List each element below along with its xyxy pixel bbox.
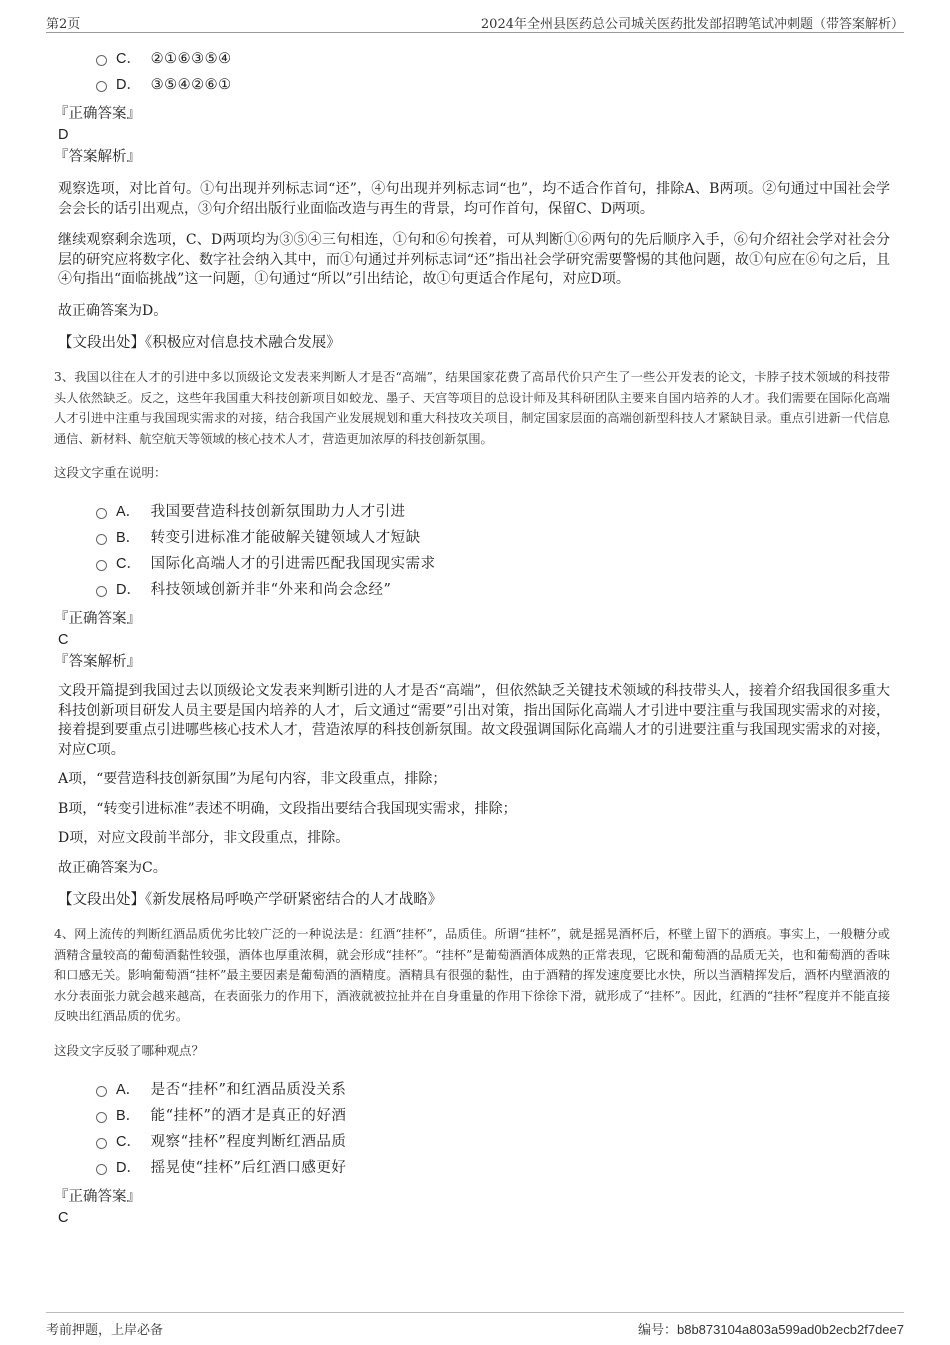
radio-icon[interactable]: [96, 1112, 107, 1123]
radio-icon[interactable]: [96, 508, 107, 519]
option-text: 能“挂杯”的酒才是真正的好酒: [150, 1107, 347, 1124]
option-text: 是否“挂杯”和红酒品质没关系: [150, 1081, 347, 1098]
analysis-paragraph: 继续观察剩余选项，C、D两项均为③⑤④三句相连，①句和⑥句挨着，可从判断①⑥两句的先后顺序入手，⑥句介绍社会学对社会分层的研究应将数字化、数字社会纳入其中，而①句通过并列标志词“还”指出社会学研究需要警惕的其他问题，故①句应在⑥句之后，且④句指出“面临挑战”这一问题，①句通过“所以”引出结论，故①句更适合作尾句，对应D项。: [58, 232, 890, 287]
question-4-stem: 4、网上流传的判断红酒品质优劣比较广泛的一种说法是：红酒“挂杯”，品质佳。所谓“挂杯”，就是摇晃酒杯后，杯壁上留下的酒痕。事实上，一般糖分或酒精含量较高的葡萄酒黏性较强，酒体也厚重浓稠，就会形成“挂杯”。“挂杯”是葡萄酒酒体成熟的正常表现，它既和葡萄酒的品质无关，也和葡萄酒的香味和口感无关。影响葡萄酒“挂杯”最主要因素是葡萄酒的酒精度。酒精具有很强的黏性，由于酒精的挥发速度要比水快，所以当酒精挥发后，酒杯内壁酒液的水分表面张力就会越来越高，在表面张力的作用下，酒液就被拉扯并在自身重量的作用下徐徐下滑，就形成了“挂杯”。因此，红酒的“挂杯”程度并不能直接反映出红酒品质的优劣。: [54, 927, 890, 1023]
document-code: [638, 1319, 904, 1338]
answer-label: 『正确答案』: [54, 106, 141, 122]
radio-icon[interactable]: [96, 81, 107, 92]
analysis-label: 『答案解析』: [54, 149, 141, 165]
radio-icon[interactable]: [96, 534, 107, 545]
option-text: 观察“挂杯”程度判断红酒品质: [150, 1133, 347, 1150]
option-text: 我国要营造科技创新氛围助力人才引进: [150, 504, 406, 520]
option-letter: A．: [116, 1081, 141, 1098]
footer-slogan: 考前押题，上岸必备: [46, 1323, 164, 1338]
answer-value: C: [58, 1209, 69, 1226]
document-title: 2024年全州县医药总公司城关医药批发部招聘笔试冲刺题（带答案解析）: [480, 17, 904, 32]
option-d[interactable]: [54, 577, 890, 603]
analysis-conclusion: 故正确答案为D。: [58, 302, 168, 319]
option-letter: C．: [116, 51, 141, 67]
q3-options: [54, 499, 890, 603]
source-citation: 【文段出处】《积极应对信息技术融合发展》: [58, 335, 341, 351]
question-4-prompt: 这段文字反驳了哪种观点？: [54, 1042, 205, 1058]
option-text: 国际化高端人才的引进需匹配我国现实需求: [150, 556, 436, 572]
option-d[interactable]: [54, 1155, 890, 1181]
analysis-paragraph: B项，“转变引进标准”表述不明确，文段指出要结合我国现实需求，排除；: [58, 800, 517, 817]
answer-label: 『正确答案』: [54, 1188, 141, 1205]
radio-icon[interactable]: [96, 1164, 107, 1175]
analysis-paragraph: 观察选项，对比首句。①句出现并列标志词“还”，④句出现并列标志词“也”，均不适合作首句，排除A、B两项。②句通过中国社会学会会长的话引出观点，③句介绍出版行业面临改造与再生的背景，均可作首句，保留C、D两项。: [58, 181, 890, 217]
option-letter: B．: [116, 1107, 141, 1124]
option-c[interactable]: [54, 46, 890, 72]
page-footer: [46, 1312, 904, 1339]
option-c[interactable]: [54, 1129, 890, 1155]
answer-label: 『正确答案』: [54, 611, 141, 627]
option-a[interactable]: [54, 1077, 890, 1103]
code-value: b8b873104a803a599ad0b2ecb2f7dee7: [676, 1322, 904, 1337]
page-number: 第2页: [46, 17, 81, 32]
analysis-paragraph: A项，“要营造科技创新氛围”为尾句内容，非文段重点，排除；: [58, 771, 447, 787]
option-c[interactable]: [54, 551, 890, 577]
radio-icon[interactable]: [96, 586, 107, 597]
option-text: ②①⑥③⑤④: [150, 51, 232, 67]
option-letter: D．: [116, 77, 141, 93]
option-letter: A．: [116, 504, 141, 520]
option-text: 转变引进标准才能破解关键领域人才短缺: [150, 530, 421, 546]
option-letter: D．: [116, 582, 141, 598]
q4-options: [54, 1077, 890, 1181]
code-label: 编号：: [637, 1323, 677, 1338]
radio-icon[interactable]: [96, 1138, 107, 1149]
option-a[interactable]: [54, 499, 890, 525]
analysis-conclusion: 故正确答案为C。: [58, 859, 167, 876]
page-header: [46, 10, 904, 33]
answer-value: D: [58, 127, 69, 143]
option-letter: C．: [116, 556, 141, 572]
option-letter: B．: [116, 530, 141, 546]
option-b[interactable]: [54, 525, 890, 551]
radio-icon[interactable]: [96, 1086, 107, 1097]
source-citation: 【文段出处】《新发展格局呼唤产学研紧密结合的人才战略》: [58, 892, 443, 908]
radio-icon[interactable]: [96, 55, 107, 66]
analysis-label: 『答案解析』: [54, 654, 141, 670]
analysis-paragraph: D项，对应文段前半部分，非文段重点，排除。: [58, 830, 350, 846]
option-b[interactable]: [54, 1103, 890, 1129]
answer-value: C: [58, 632, 69, 648]
option-d[interactable]: [54, 72, 890, 98]
question-3-stem: 3、我国以往在人才的引进中多以顶级论文发表来判断人才是否“高端”，结果国家花费了高昂代价只产生了一些公开发表的论文，卡脖子技术领域的科技带头人依然缺乏。反之，这些年我国重大科技创新项目如蛟龙、墨子、天宫等项目的总设计师及其科研团队主要来自国内培养的人才。我们需要在国际化高端人才引进中注重与我国现实需求的对接，结合我国产业发展规划和重大科技攻关项目，制定国家层面的高端创新型科技人才紧缺目录。重点引进新一代信息通信、新材料、航空航天等领域的核心技术人才，营造更加浓厚的科技创新氛围。: [54, 370, 890, 446]
option-letter: D．: [116, 1159, 141, 1176]
q2-options: [54, 46, 890, 98]
option-text: 科技领域创新并非“外来和尚会念经”: [150, 582, 392, 598]
radio-icon[interactable]: [96, 560, 107, 571]
question-3-prompt: 这段文字重在说明：: [54, 465, 167, 480]
option-text: ③⑤④②⑥①: [150, 77, 232, 93]
analysis-paragraph: 文段开篇提到我国过去以顶级论文发表来判断引进的人才是否“高端”，但依然缺乏关键技术领域的科技带头人，接着介绍我国很多重大科技创新项目研发人员主要是国内培养的人才，后文通过“需要”引出对策，指出国际化高端人才引进中要注重与我国现实需求的对接，接着提到要重点引进哪些核心技术人才，营造浓厚的科技创新氛围。故文段强调国际化高端人才的引进要注重与我国现实需求的对接，对应C项。: [58, 683, 890, 758]
option-letter: C．: [116, 1133, 141, 1150]
option-text: 摇晃使“挂杯”后红酒口感更好: [150, 1159, 347, 1176]
page-content: [54, 42, 890, 1228]
